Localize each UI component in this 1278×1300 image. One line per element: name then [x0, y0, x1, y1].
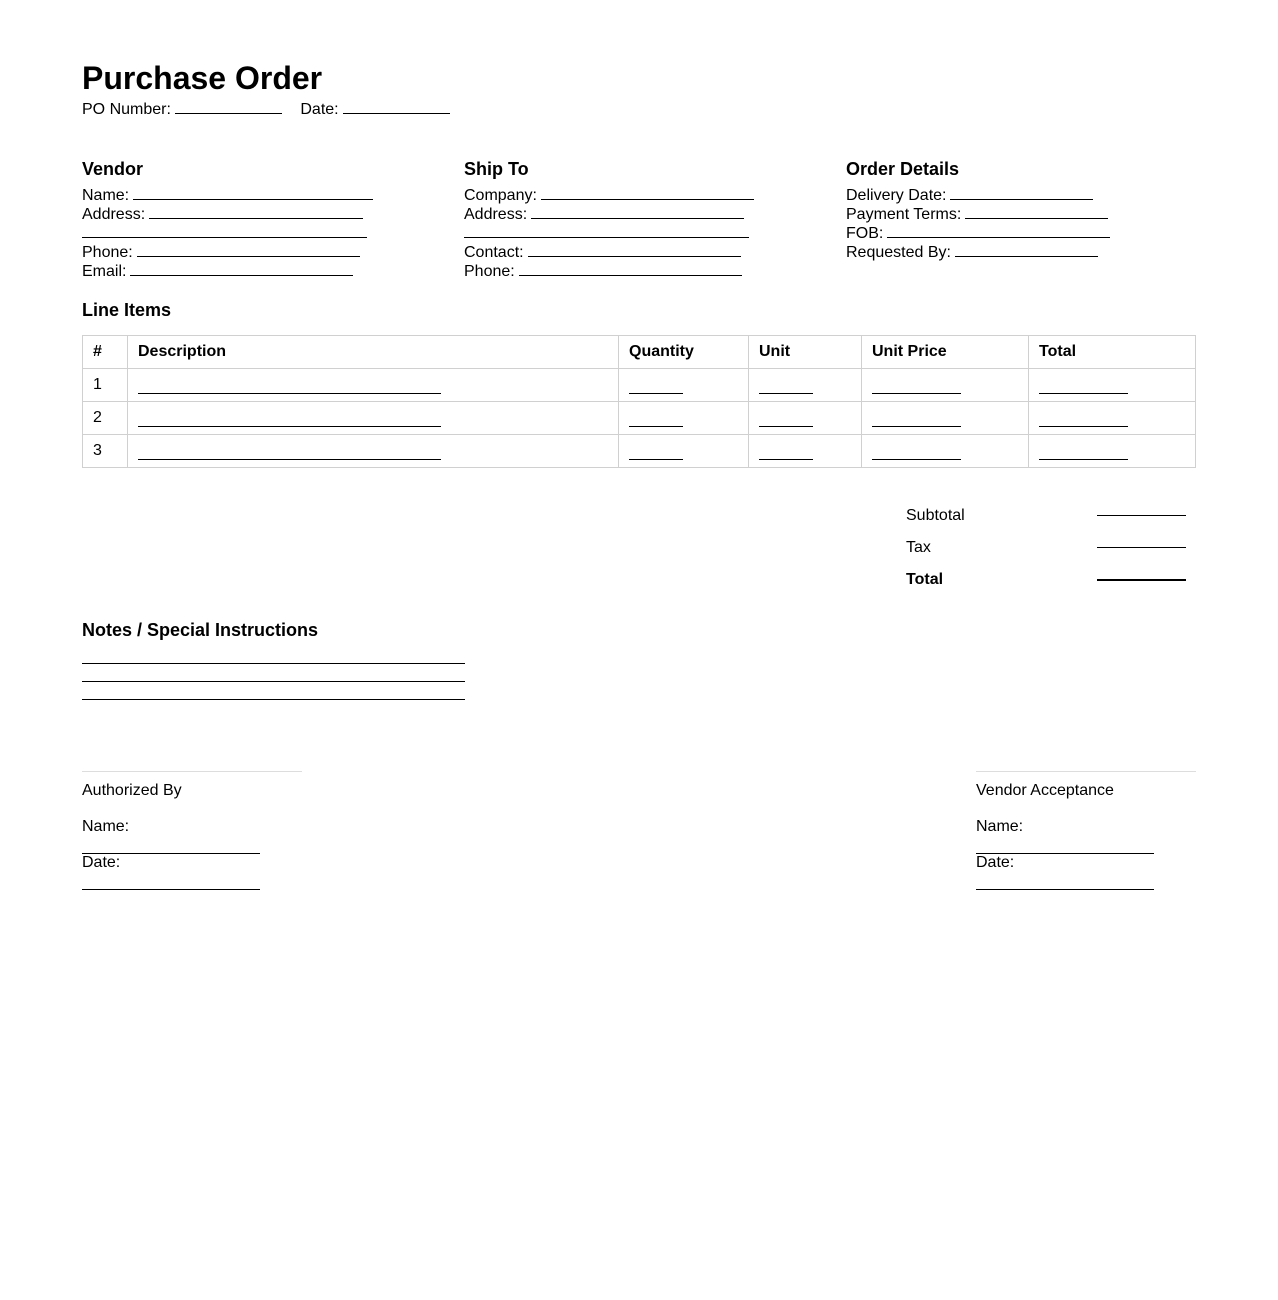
quantity-field[interactable]	[629, 415, 683, 427]
notes-heading: Notes / Special Instructions	[82, 620, 319, 640]
vendor-address-field[interactable]	[149, 205, 363, 219]
subtotal-field[interactable]	[1097, 515, 1186, 516]
col-total: Total	[1029, 336, 1196, 369]
ship-address-line2-field[interactable]	[464, 224, 749, 238]
row-number: 3	[83, 435, 128, 468]
line-items-table	[82, 335, 1196, 468]
ship-company-field[interactable]	[541, 186, 754, 200]
row-number: 1	[83, 369, 128, 402]
payment-terms-label: Payment Terms:	[846, 206, 962, 223]
authorized-by-block	[82, 771, 302, 871]
total-field[interactable]	[1097, 579, 1186, 581]
vendor-section	[82, 159, 373, 281]
vendor-date-label: Date:	[976, 854, 1015, 871]
description-field[interactable]	[138, 415, 441, 427]
vendor-heading: Vendor	[82, 159, 144, 179]
ship-to-section	[464, 159, 754, 281]
fob-field[interactable]	[887, 224, 1110, 238]
po-header-fields	[82, 100, 450, 119]
tax-row	[906, 539, 1196, 559]
ship-address-field[interactable]	[531, 205, 744, 219]
ship-phone-label: Phone:	[464, 263, 515, 280]
quantity-field[interactable]	[629, 382, 683, 394]
col-unit: Unit	[749, 336, 862, 369]
ship-company-label: Company:	[464, 187, 537, 204]
quantity-field[interactable]	[629, 448, 683, 460]
line-items-heading: Line Items	[82, 300, 172, 320]
col-description: Description	[128, 336, 619, 369]
subtotal-label: Subtotal	[906, 507, 965, 524]
total-field[interactable]	[1039, 415, 1128, 427]
unit-field[interactable]	[759, 448, 813, 460]
unit-price-field[interactable]	[872, 382, 961, 394]
vendor-address-line2-field[interactable]	[82, 224, 367, 238]
vendor-email-field[interactable]	[130, 262, 353, 276]
ship-phone-field[interactable]	[519, 262, 742, 276]
vendor-name-field[interactable]	[133, 186, 373, 200]
order-details-section	[846, 159, 1110, 262]
requested-by-field[interactable]	[955, 243, 1098, 257]
col-quantity: Quantity	[619, 336, 749, 369]
total-field[interactable]	[1039, 448, 1128, 460]
po-number-field[interactable]	[175, 100, 282, 114]
po-number-label: PO Number:	[82, 101, 171, 118]
delivery-date-field[interactable]	[950, 186, 1093, 200]
vendor-name-label: Name:	[976, 818, 1024, 835]
unit-field[interactable]	[759, 382, 813, 394]
notes-line[interactable]	[82, 699, 465, 700]
ship-to-heading: Ship To	[464, 159, 529, 179]
date-field[interactable]	[343, 100, 450, 114]
notes-line[interactable]	[82, 681, 465, 682]
unit-price-field[interactable]	[872, 448, 961, 460]
unit-field[interactable]	[759, 415, 813, 427]
description-field[interactable]	[138, 382, 441, 394]
authorized-by-title: Authorized By	[82, 782, 182, 799]
vendor-acceptance-title: Vendor Acceptance	[976, 782, 1114, 799]
row-number: 2	[83, 402, 128, 435]
table-row	[83, 402, 1196, 435]
order-details-heading: Order Details	[846, 159, 960, 179]
authorized-name-label: Name:	[82, 818, 130, 835]
payment-terms-field[interactable]	[965, 205, 1108, 219]
total-label: Total	[906, 571, 944, 588]
authorized-date-label: Date:	[82, 854, 121, 871]
ship-address-label: Address:	[464, 206, 528, 223]
vendor-phone-label: Phone:	[82, 244, 133, 261]
vendor-email-label: Email:	[82, 263, 127, 280]
date-label: Date:	[300, 101, 339, 118]
requested-by-label: Requested By:	[846, 244, 951, 261]
vendor-acceptance-date-field[interactable]	[976, 889, 1154, 890]
description-field[interactable]	[138, 448, 441, 460]
table-header-row	[83, 336, 1196, 369]
ship-contact-label: Contact:	[464, 244, 524, 261]
total-field[interactable]	[1039, 382, 1128, 394]
authorized-date-field[interactable]	[82, 889, 260, 890]
delivery-date-label: Delivery Date:	[846, 187, 947, 204]
table-row	[83, 369, 1196, 402]
vendor-acceptance-block	[976, 771, 1196, 871]
vendor-address-label: Address:	[82, 206, 146, 223]
subtotal-row	[906, 507, 1196, 527]
vendor-phone-field[interactable]	[137, 243, 360, 257]
ship-contact-field[interactable]	[528, 243, 741, 257]
tax-label: Tax	[906, 539, 931, 556]
tax-field[interactable]	[1097, 547, 1186, 548]
vendor-name-label: Name:	[82, 187, 130, 204]
notes-line[interactable]	[82, 663, 465, 664]
col-number: #	[83, 336, 128, 369]
fob-label: FOB:	[846, 225, 884, 242]
total-row	[906, 571, 1196, 591]
unit-price-field[interactable]	[872, 415, 961, 427]
page-title: Purchase Order	[82, 60, 323, 96]
col-unit-price: Unit Price	[862, 336, 1029, 369]
table-row	[83, 435, 1196, 468]
